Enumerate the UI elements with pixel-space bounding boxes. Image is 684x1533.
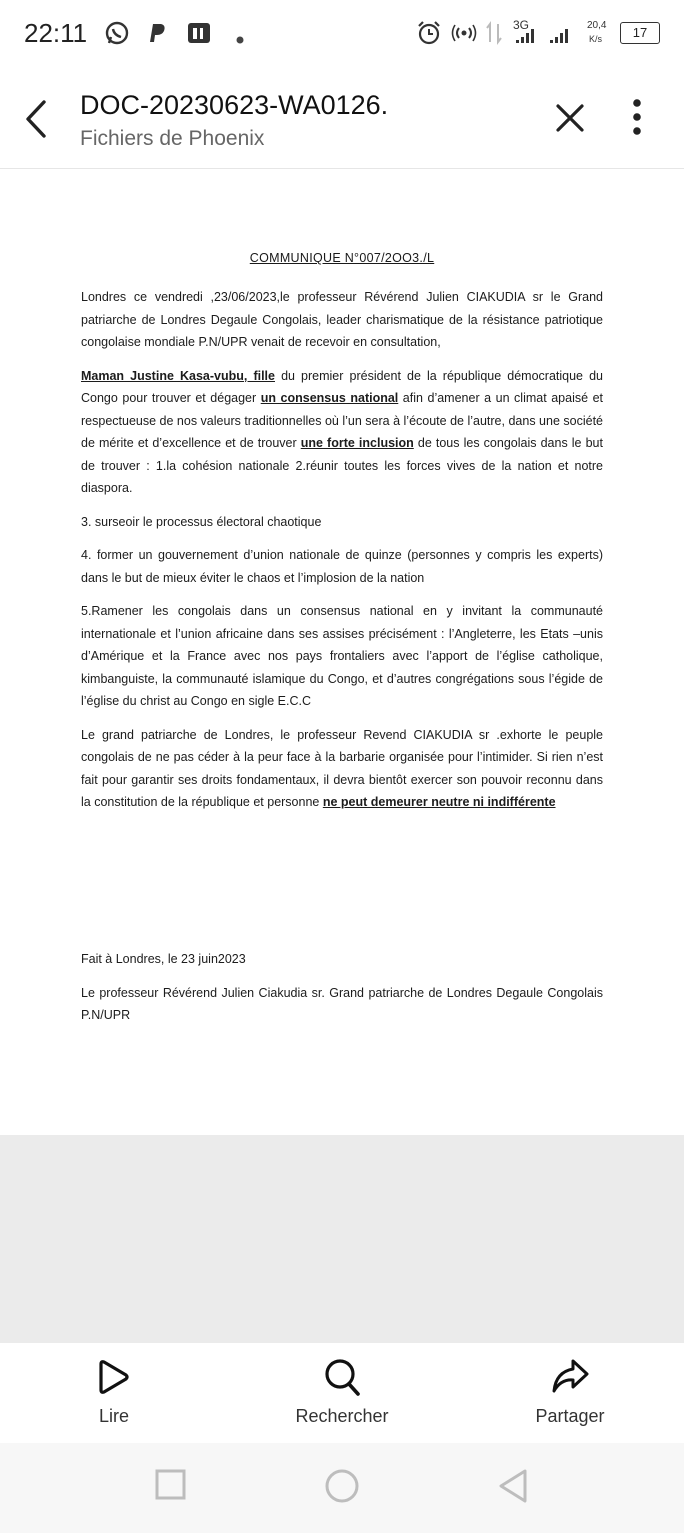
paragraph-6 [81, 724, 603, 814]
search-icon [321, 1357, 363, 1397]
bottom-action-bar [0, 1343, 684, 1443]
hotspot-icon [451, 20, 477, 51]
recent-apps-button[interactable] [155, 1468, 187, 1507]
more-options-button[interactable] [630, 98, 644, 143]
signature-name: Le professeur Révérend Julien Ciakudia sr. Grand patriarche de Londres Degaule Congolais P.N/UPR [81, 985, 603, 1022]
circle-icon [324, 1468, 360, 1504]
paragraph-2-text-2: afin d’amener a un climat apaisé et respectueuse de nos valeurs traditionnelles où l’un sera à l’écoute de l’autre, dans une société de mérite et d’excellence et de trouver [81, 391, 604, 450]
signal-1-icon [514, 20, 546, 51]
share-icon [549, 1357, 591, 1397]
viewer-background [0, 1135, 684, 1343]
signature-block [81, 948, 603, 1038]
highlight-inclusion: une forte inclusion [300, 436, 414, 450]
signal-2-icon [548, 20, 576, 51]
highlight-name: Maman Justine Kasa-vubu, fille [81, 368, 275, 383]
more-notifications-dot-icon [236, 31, 244, 49]
search-label: Rechercher [295, 1406, 389, 1426]
triangle-back-icon [497, 1468, 529, 1504]
document-source: Fichiers de Phoenix [80, 127, 265, 150]
signature-date: Fait à Londres, le 23 juin2023 [81, 952, 246, 966]
chevron-left-icon [22, 98, 50, 140]
paragraph-4: 4. former un gouvernement d’union nationale de quinze (personnes y compris les experts) dans le but de mieux éviter le chaos et l’implosion de la nation [81, 548, 603, 585]
communique-heading: COMMUNIQUE N°007/2OO3./L [249, 251, 435, 265]
app-notification-icon [186, 20, 214, 51]
paragraph-2 [81, 365, 603, 500]
status-bar [0, 0, 684, 70]
close-button[interactable] [554, 102, 586, 139]
highlight-consensus: un consensus national [260, 391, 399, 405]
share-button[interactable] [526, 1357, 614, 1427]
close-icon [554, 102, 586, 134]
read-button[interactable] [84, 1357, 144, 1427]
paragraph-1: Londres ce vendredi ,23/06/2023,le professeur Révérend Julien CIAKUDIA sr le Grand patriarche de Londres Degaule Congolais, leader charismatique de la résistance patriotique congolaise mondiale P.N/UPR venait de recevoir en consultation, [81, 290, 603, 349]
document-page[interactable] [0, 169, 684, 1135]
network-speed-unit: K/s [589, 34, 603, 44]
paragraph-2-text-1: du premier président de la république démocratique du Congo pour trouver et dégager [81, 368, 603, 405]
alarm-icon [416, 20, 442, 51]
play-icon [94, 1357, 134, 1397]
back-button[interactable] [22, 98, 50, 145]
back-nav-button[interactable] [497, 1468, 529, 1509]
paypal-icon [144, 20, 170, 51]
document-body [81, 286, 603, 825]
network-speed-value: 20,4 [587, 20, 607, 31]
paragraph-5: 5.Ramener les congolais dans un consensus national en y invitant la communauté internationale et l’union africaine dans ses assises précisément : l’Angleterre, les Etats –unis d’Amérique et la France avec nos pays frontaliers avec l’apport de l’église catholique, kimbanguiste, la communauté islamique du Congo, et d’autres congrégations sous l’égide de l’église du christ au Congo en sigle E.C.C [81, 604, 603, 708]
paragraph-6-text: Le grand patriarche de Londres, le professeur Revend CIAKUDIA sr .exhorte le peuple congolais de ne pas céder à la peur face à la barbarie organisée pour l’intimider. Si rien n’est fait pour garantir ses droits fondamentaux, il devra bientôt exercer son pouvoir reconnu dans la constitution de la république et personne [81, 727, 603, 809]
paragraph-2-text-3: de tous les congolais dans le but de trouver : 1.la cohésion nationale 2.réunir toutes les forces vives de la nation et notre diaspora. [81, 436, 603, 495]
battery-level: 17 [632, 25, 648, 40]
battery-icon [620, 22, 660, 44]
data-transfer-icon [486, 20, 502, 51]
whatsapp-icon [104, 20, 130, 51]
home-button[interactable] [324, 1468, 360, 1509]
paragraph-3: 3. surseoir le processus électoral chaotique [81, 514, 322, 529]
search-button[interactable] [286, 1357, 398, 1427]
share-label: Partager [535, 1406, 605, 1426]
system-nav-bar [0, 1443, 684, 1533]
square-icon [155, 1468, 187, 1502]
more-vertical-icon [630, 98, 644, 138]
status-time: 22:11 [24, 18, 88, 48]
app-header [0, 70, 684, 169]
document-title: DOC-20230623-WA0126. [80, 90, 389, 120]
network-type: 3G [513, 18, 530, 32]
read-label: Lire [98, 1406, 129, 1426]
highlight-neutre: ne peut demeurer neutre ni indifférente [322, 795, 556, 809]
